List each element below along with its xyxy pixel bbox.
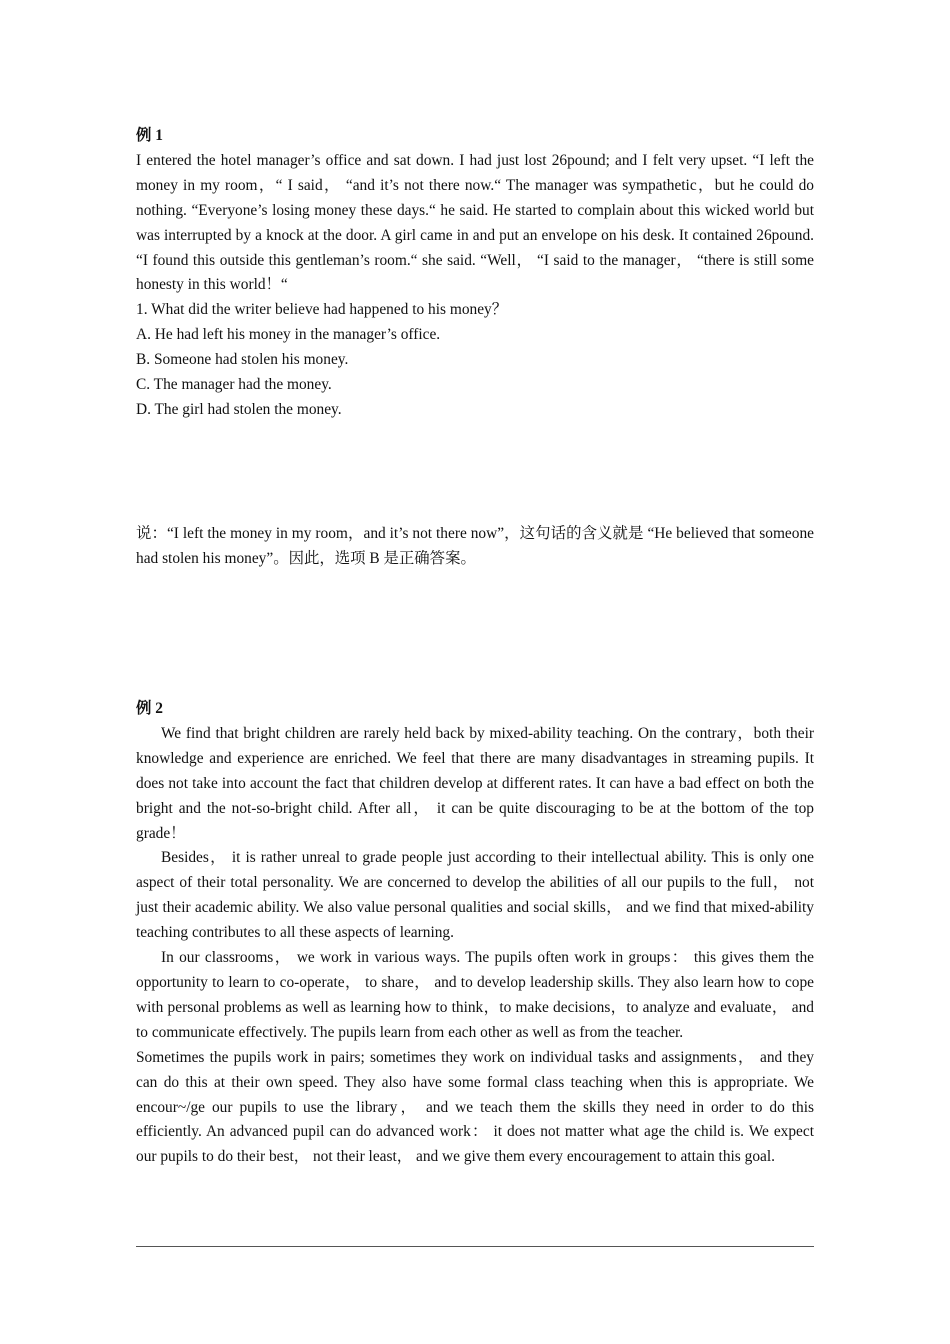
example-1-explanation: 说：“I left the money in my room，and it’s not there now”，这句话的含义就是 “He believed that someone had stolen his money”。因此，选项 B 是正确答案。 [136, 525, 814, 567]
option-a: A. He had left his money in the manager’s office. [136, 326, 441, 344]
example-1-heading: 例 1 [136, 127, 163, 144]
example-2-paragraph-4: Sometimes the pupils work in pairs; sometimes they work on individual tasks and assignments， and they can do this at their own speed. They also have some formal class teaching when this is appropriate. We encour~/ge our pupils to use the library， and we teach them the skills they need in order to do this efficiently. An advanced pupil can do advanced work： it does not matter what age the child is. We expect our pupils to do their best， not their least， and we give them every encouragement to attain this goal. [136, 1048, 814, 1166]
question-1: 1. What did the writer believe had happened to his money？ [136, 301, 508, 319]
option-d: D. The girl had stolen the money. [136, 400, 342, 418]
footer-divider [136, 1246, 814, 1247]
example-2-paragraph-2: Besides， it is rather unreal to grade people just according to their intellectual ability. This is only one aspect of their total personality. We are concerned to develop the abilities of all our pupils to the full， not just their academic ability. We also value personal qualities and social skills， and we find that mixed-ability teaching contributes to all these aspects of learning. [136, 849, 814, 942]
example-2-paragraph-1: We find that bright children are rarely held back by mixed-ability teaching. On the contrary，both their knowledge and experience are enriched. We feel that there are many disadvantages in streaming pupils. It does not take into account the fact that children develop at different rates. It can have a bad effect on both the bright and the not-so-bright child. After all， it can be quite discouraging to be at the bottom of the top grade！ [136, 724, 814, 842]
option-c: C. The manager had the money. [136, 376, 332, 394]
example-2-paragraph-3: In our classrooms， we work in various ways. The pupils often work in groups： this gives them the opportunity to learn to co-operate， to share， and to develop leadership skills. They also learn how to cope with personal problems as well as learning how to think，to make decisions，to analyze and evaluate， and to communicate effectively. The pupils learn from each other as well as from the teacher. [136, 949, 814, 1041]
example-1-section [136, 124, 814, 423]
example-2-heading: 例 2 [136, 700, 163, 717]
example-1-explanation-section [136, 522, 814, 572]
option-b: B. Someone had stolen his money. [136, 351, 349, 369]
example-2-section [136, 697, 814, 1170]
example-1-passage: I entered the hotel manager’s office and sat down. I had just lost 26pound; and I felt very upset. “I left the money in my room，“ I said， “and it’s not there now.“ The manager was sympathetic，but he could do nothing. “Everyone’s losing money these days.“ he said. He started to complain about this wicked world but was interrupted by a knock at the door. A girl came in and put an envelope on his desk. It contained 26pound. “I found this outside this gentleman’s room.“ she said. “Well， “I said to the manager， “there is still some honesty in this world！“ [136, 151, 814, 294]
